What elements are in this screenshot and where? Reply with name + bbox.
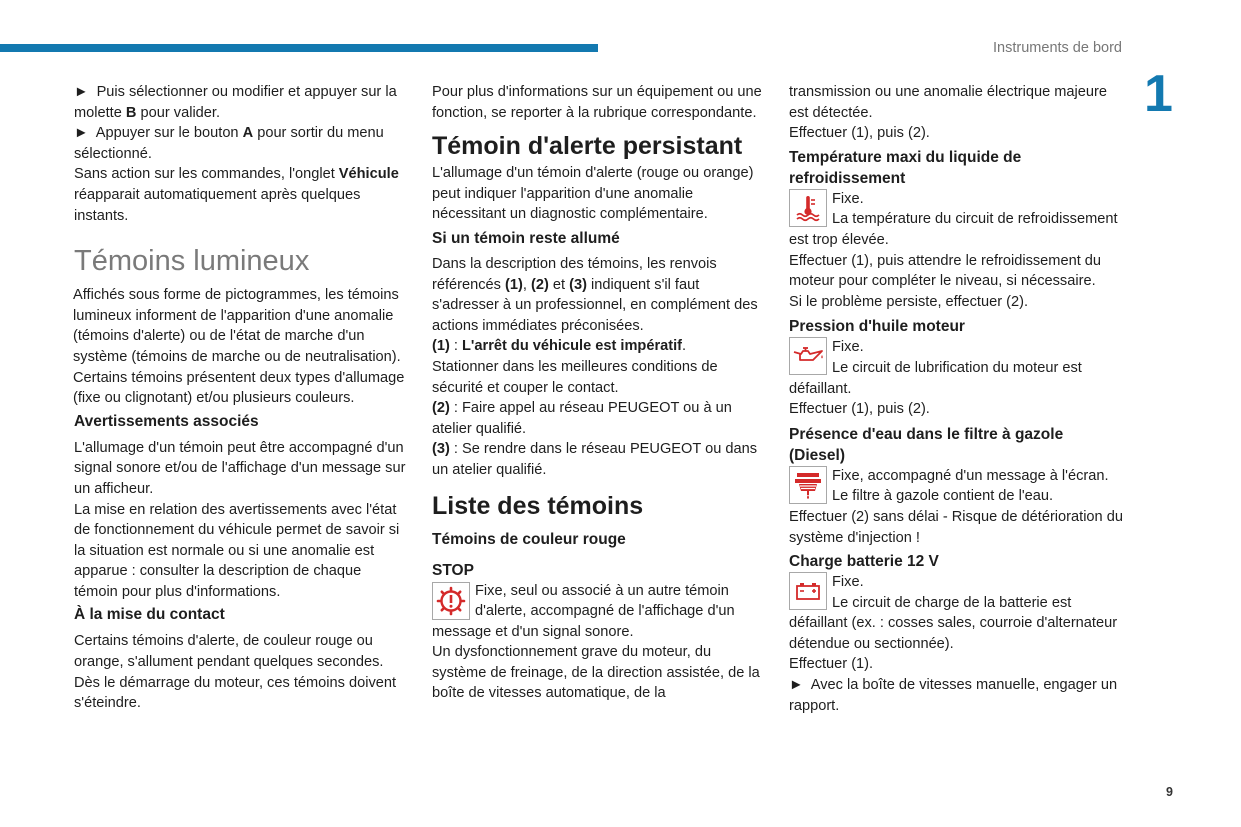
tab-name-vehicule: Véhicule bbox=[338, 166, 399, 183]
chapter-number: 1 bbox=[1144, 65, 1173, 123]
manual-gearbox-instruction: ► Avec la boîte de vitesses manuelle, engager un rapport. bbox=[789, 677, 1118, 714]
reference-1: (1) : L'arrêt du véhicule est impératif. Stationner dans les meilleures conditions de sécurité et couper le contact. bbox=[432, 338, 718, 396]
instruction-exit: ► Appuyer sur le bouton A pour sortir du menu sélectionné. bbox=[74, 125, 384, 162]
temperature-entry bbox=[789, 189, 1125, 313]
temoins-intro: Affichés sous forme de pictogrammes, les témoins lumineux informent de l'apparition d'une anomalie (témoins d'alerte) ou de l'état de marche d'un système (témoins de marche ou de neutralisation). Certains témoins présentent deux types d'allumage (fixe ou clignotant) et/ou plusieurs couleurs. bbox=[73, 287, 405, 407]
reference-3: (3) : Se rendre dans le réseau PEUGEOT ou dans un atelier qualifié. bbox=[432, 441, 758, 478]
subheading-charge-batterie: Charge batterie 12 V bbox=[789, 553, 939, 571]
avertissements-text: L'allumage d'un témoin peut être accompagné d'un signal sonore et/ou de l'affichage d'un message sur un afficheur. La mise en relation des avertissements avec l'état de fonctionnement du véhicule permet de savoir si la situation est normale ou si une anomalie est apparue : consulter la description de chaque témoin pour plus d'informations. bbox=[74, 439, 406, 600]
bullet-arrow: ► bbox=[789, 677, 804, 694]
mise-du-contact-text: Certains témoins d'alerte, de couleur rouge ou orange, s'allument pendant quelques secondes. Dès le démarrage du moteur, ces témoins doivent s'éteindre. bbox=[74, 633, 397, 712]
bullet-arrow: ► bbox=[74, 84, 89, 100]
page-number: 9 bbox=[1166, 785, 1173, 799]
stop-entry bbox=[432, 581, 766, 705]
heading-temoins-lumineux: Témoins lumineux bbox=[74, 245, 310, 278]
coolant-temperature-icon bbox=[789, 189, 827, 227]
heading-liste-temoins: Liste des témoins bbox=[432, 491, 644, 520]
reference-2: (2) : Faire appel au réseau PEUGEOT ou à un atelier qualifié. bbox=[432, 400, 732, 437]
temperature-text: Fixe. La température du circuit de refroidissement est trop élevée. Effectuer (1), puis attendre le refroidissement du moteur pour compléter le niveau, si nécessaire. Si le problème persiste, effectuer (2). bbox=[789, 190, 1118, 310]
section-title: Instruments de bord bbox=[993, 40, 1122, 56]
water-in-fuel-text: Fixe, accompagné d'un message à l'écran. Le filtre à gazole contient de l'eau. Effectuer (2) sans délai - Risque de détérioration du système d'injection ! bbox=[789, 467, 1123, 546]
column-3 bbox=[789, 82, 1125, 716]
subheading-mise-du-contact: À la mise du contact bbox=[74, 606, 225, 624]
oil-pressure-icon bbox=[789, 337, 827, 375]
stop-text-continued: transmission ou une anomalie électrique majeure est détectée. Effectuer (1), puis (2). bbox=[789, 84, 1107, 142]
heading-temoin-persistant: Témoin d'alerte persistant bbox=[432, 132, 743, 161]
subheading-temperature: Température maxi du liquide de refroidissement bbox=[789, 148, 1022, 187]
subheading-pression-huile: Pression d'huile moteur bbox=[789, 318, 965, 336]
battery-text: Fixe. Le circuit de charge de la batterie est défaillant (ex. : cosses sales, courroie d'alternateur détendue ou sectionnée). Effectuer (1). bbox=[789, 574, 1118, 673]
subheading-eau-gazole: Présence d'eau dans le filtre à gazole (Diesel) bbox=[789, 425, 1064, 464]
button-ref-a: A bbox=[242, 125, 254, 142]
persistant-text: L'allumage d'un témoin d'alerte (rouge ou orange) peut indiquer l'apparition d'une anomalie nécessitant un diagnostic complémentaire. bbox=[432, 165, 754, 223]
oil-pressure-text: Fixe. Le circuit de lubrification du moteur est défaillant. Effectuer (1), puis (2). bbox=[789, 339, 1082, 418]
subheading-reste-allume: Si un témoin reste allumé bbox=[432, 229, 620, 247]
battery-icon bbox=[789, 572, 827, 610]
oil-pressure-entry bbox=[789, 337, 1125, 419]
stop-icon bbox=[432, 582, 470, 620]
water-in-fuel-entry bbox=[789, 466, 1125, 548]
subheading-stop: STOP bbox=[432, 561, 474, 579]
bullet-arrow: ► bbox=[74, 125, 89, 142]
battery-entry bbox=[789, 572, 1125, 675]
instruction-select: ► Puis sélectionner ou modifier et appuyer sur la molette B pour valider. bbox=[74, 84, 397, 121]
subheading-couleur-rouge: Témoins de couleur rouge bbox=[432, 530, 626, 548]
column-2 bbox=[432, 82, 766, 704]
header-accent-bar bbox=[0, 44, 598, 52]
reste-allume-text: Dans la description des témoins, les renvois référencés (1), (2) et (3) indiquent s'il faut s'adresser à un professionnel, en complément des actions immédiates préconisées. bbox=[432, 255, 758, 334]
subheading-avertissements: Avertissements associés bbox=[74, 412, 259, 430]
stop-text: Fixe, seul ou associé à un autre témoin d'alerte, accompagné de l'affichage d'un message et d'un signal sonore. Un dysfonctionnement grave du moteur, du système de freinage, de la direction assistée, de la boîte de vitesses automatique, de la bbox=[432, 582, 760, 702]
more-info-text: Pour plus d'informations sur un équipement ou une fonction, se reporter à la rubrique correspondante. bbox=[432, 84, 762, 121]
button-ref-b: B bbox=[125, 104, 137, 121]
water-in-fuel-icon bbox=[789, 466, 827, 504]
column-1 bbox=[74, 82, 406, 714]
tab-note: Sans action sur les commandes, l'onglet Véhicule réapparait automatiquement après quelques instants. bbox=[74, 166, 399, 224]
